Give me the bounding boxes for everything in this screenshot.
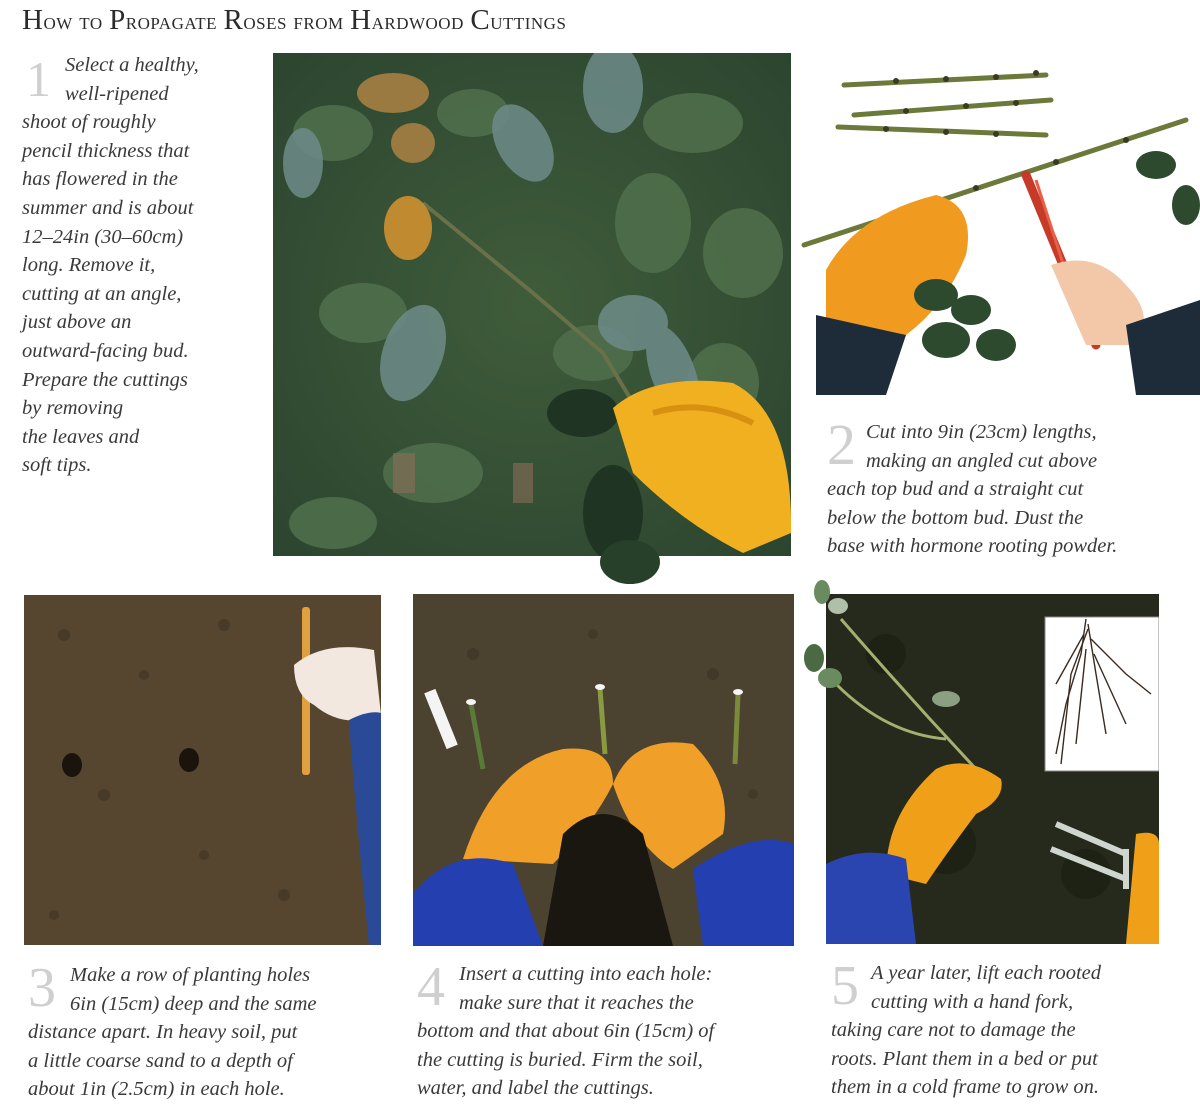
step-line: a little coarse sand to a depth of [28,1049,293,1072]
step-line: well-ripened [65,82,169,105]
step-line: has flowered in the [22,168,178,191]
step-1-text [22,51,272,480]
step-line: roots. Plant them in a bed or put [831,1047,1098,1070]
leaf-icon [800,578,850,698]
photo-planting-holes [24,595,381,945]
step-line: Prepare the cuttings [22,368,188,391]
step-line: long. Remove it, [22,254,156,277]
step-line: water, and label the cuttings. [417,1077,654,1100]
step-line: just above an [22,311,132,334]
step-line: pencil thickness that [22,139,190,162]
step-line: the cutting is buried. Firm the soil, [417,1048,703,1071]
step-4-text [417,956,802,1103]
cutting-stems-illustration [796,55,1200,395]
step-number: 5 [831,955,859,1017]
photo-lift-rooted-cutting [826,594,1159,944]
step-line: cutting with a hand fork, [871,990,1074,1013]
step-number: 3 [28,957,56,1019]
step-line: by removing [22,397,124,420]
step-line: soft tips. [22,454,92,477]
step-number: 2 [827,412,856,477]
photo-cut-lengths [796,55,1200,395]
step-line: A year later, lift each rooted [871,962,1102,984]
step-line: taking care not to damage the [831,1019,1076,1042]
step-line: them in a cold frame to grow on. [831,1076,1100,1099]
step-number: 4 [417,956,445,1018]
step-line: shoot of roughly [22,111,156,134]
inserting-cuttings-illustration [413,594,794,946]
step-line: 12–24in (30–60cm) [22,225,184,248]
page-title [22,4,566,37]
leaf-icon [596,540,666,595]
step-line: the leaves and [22,425,140,448]
step-line: making an angled cut above [866,449,1098,472]
step-line: bottom and that about 6in (15cm) of [417,1020,715,1043]
overhanging-leaf [596,540,666,595]
title-segment: P [109,4,126,36]
step-number: 1 [26,51,51,107]
step-line: each top bud and a straight cut [827,478,1084,501]
step-2-text [827,412,1200,561]
lifting-cutting-illustration [826,594,1159,944]
step-line: outward-facing bud. [22,339,189,362]
step-line: Insert a cutting into each hole: [459,963,713,985]
step-line: cutting at an angle, [22,282,182,305]
title-segment: H [22,4,44,36]
step-line: Cut into 9in (23cm) lengths, [866,421,1097,443]
photo-select-shoot [273,53,791,556]
title-segment: H [350,4,372,36]
title-segment: uttings [490,9,567,35]
title-segment: oses from [243,9,351,35]
soil-holes-illustration [24,595,381,945]
step-line: 6in (15cm) deep and the same [70,992,317,1015]
step-line: below the bottom bud. Dust the [827,506,1084,529]
rose-bush-illustration [273,53,791,556]
title-segment: ardwood [371,9,471,35]
overhanging-leaves [800,578,850,698]
photo-insert-cutting [413,594,794,946]
step-line: distance apart. In heavy soil, put [28,1021,298,1044]
step-line: about 1in (2.5cm) in each hole. [28,1078,285,1101]
step-3-text [28,957,388,1104]
step-5-text [831,955,1200,1102]
step-line: Make a row of planting holes [70,964,311,986]
step-line: Select a healthy, [65,54,199,76]
title-segment: C [470,4,491,36]
step-line: make sure that it reaches the [459,991,694,1014]
step-line: summer and is about [22,196,194,219]
step-line: base with hormone rooting powder. [827,535,1118,558]
title-segment: R [223,4,244,36]
title-segment: ropagate [125,9,224,35]
title-segment: ow to [43,9,110,35]
